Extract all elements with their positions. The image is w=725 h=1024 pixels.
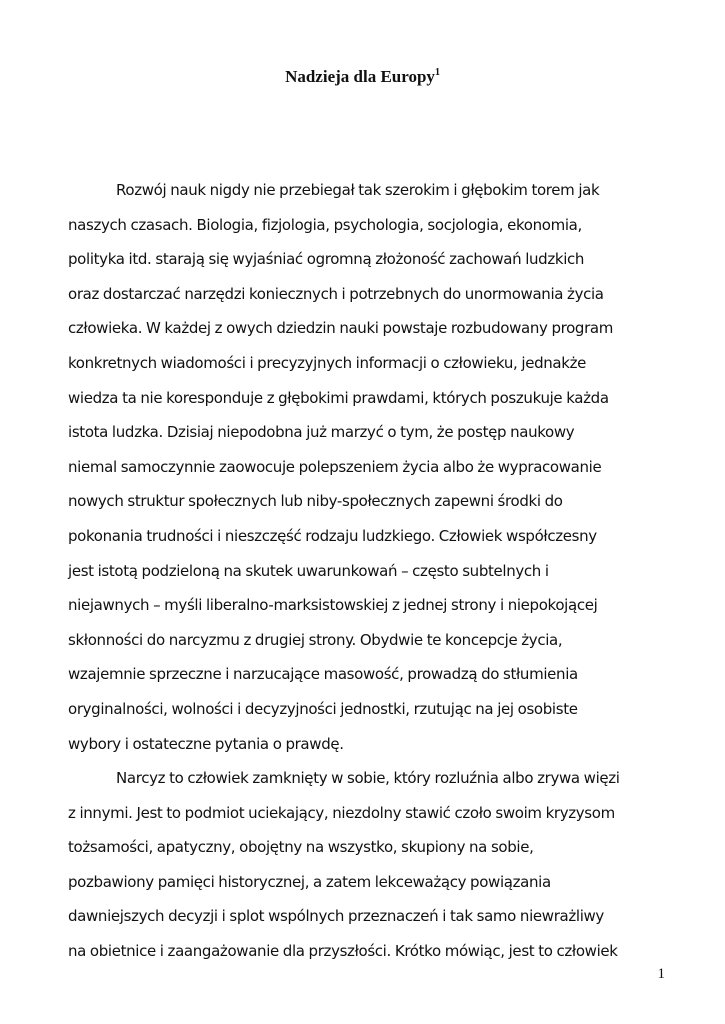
document-title-block bbox=[0, 66, 725, 88]
paragraph-line: pokonania trudności i nieszczęść rodzaju ludzkiego. Człowiek współczesny bbox=[68, 526, 597, 545]
paragraph-line: człowieka. W każdej z owych dziedzin nauki powstaje rozbudowany program bbox=[68, 319, 614, 338]
paragraph-line: istota ludzka. Dzisiaj niepodobna już marzyć o tym, że postęp naukowy bbox=[68, 423, 575, 442]
paragraph-line: wybory i ostateczne pytania o prawdę. bbox=[68, 734, 344, 753]
document-body bbox=[68, 173, 658, 969]
paragraph-line: oryginalności, wolności i decyzyjności jednostki, rzutując na jej osobiste bbox=[68, 699, 578, 718]
page-number: 1 bbox=[657, 966, 665, 982]
paragraph-line: Narcyz to człowiek zamknięty w sobie, który rozluźnia albo zrywa więzi bbox=[116, 769, 620, 788]
paragraph-line: skłonności do narcyzmu z drugiej strony. Obydwie te koncepcje życia, bbox=[68, 630, 563, 649]
paragraph-line: wiedza ta nie koresponduje z głębokimi prawdami, których poszukuje każda bbox=[68, 388, 609, 407]
paragraph-line: wzajemnie sprzeczne i narzucające masowość, prowadzą do stłumienia bbox=[68, 665, 578, 684]
paragraph-line: Rozwój nauk nigdy nie przebiegał tak szerokim i głębokim torem jak bbox=[116, 181, 600, 199]
paragraph-line: jest istotą podzieloną na skutek uwarunkowań – często subtelnych i bbox=[68, 561, 549, 580]
paragraph-line: polityka itd. starają się wyjaśniać ogromną złożoność zachowań ludzkich bbox=[68, 250, 585, 269]
paragraph-line: konkretnych wiadomości i precyzyjnych informacji o człowieku, jednakże bbox=[68, 353, 586, 372]
paragraph-line: naszych czasach. Biologia, fizjologia, psychologia, socjologia, ekonomia, bbox=[68, 215, 582, 234]
paragraph-line: oraz dostarczać narzędzi koniecznych i potrzebnych do unormowania życia bbox=[68, 284, 604, 303]
paragraph-line: nowych struktur społecznych lub niby-społecznych zapewni środki do bbox=[68, 492, 563, 511]
footnote-reference[interactable]: 1 bbox=[434, 67, 440, 78]
paragraph-line: na obietnice i zaangażowanie dla przyszłości. Krótko mówiąc, jest to człowiek bbox=[68, 942, 618, 961]
paragraph-line: tożsamości, apatyczny, obojętny na wszystko, skupiony na sobie, bbox=[68, 838, 534, 857]
paragraph-line: niemal samoczynnie zaowocuje polepszeniem życia albo że wypracowanie bbox=[68, 457, 602, 476]
document-title: Nadzieja dla Europy bbox=[285, 67, 435, 86]
paragraph-line: pozbawiony pamięci historycznej, a zatem lekceważący powiązania bbox=[68, 872, 551, 891]
paragraph-line: niejawnych – myśli liberalno-marksistowskiej z jednej strony i niepokojącej bbox=[68, 596, 598, 615]
paragraph-line: dawniejszych decyzji i splot wspólnych przeznaczeń i tak samo niewrażliwy bbox=[68, 907, 604, 926]
paragraph-line: z innymi. Jest to podmiot uciekający, niezdolny stawić czoło swoim kryzysom bbox=[68, 803, 615, 822]
